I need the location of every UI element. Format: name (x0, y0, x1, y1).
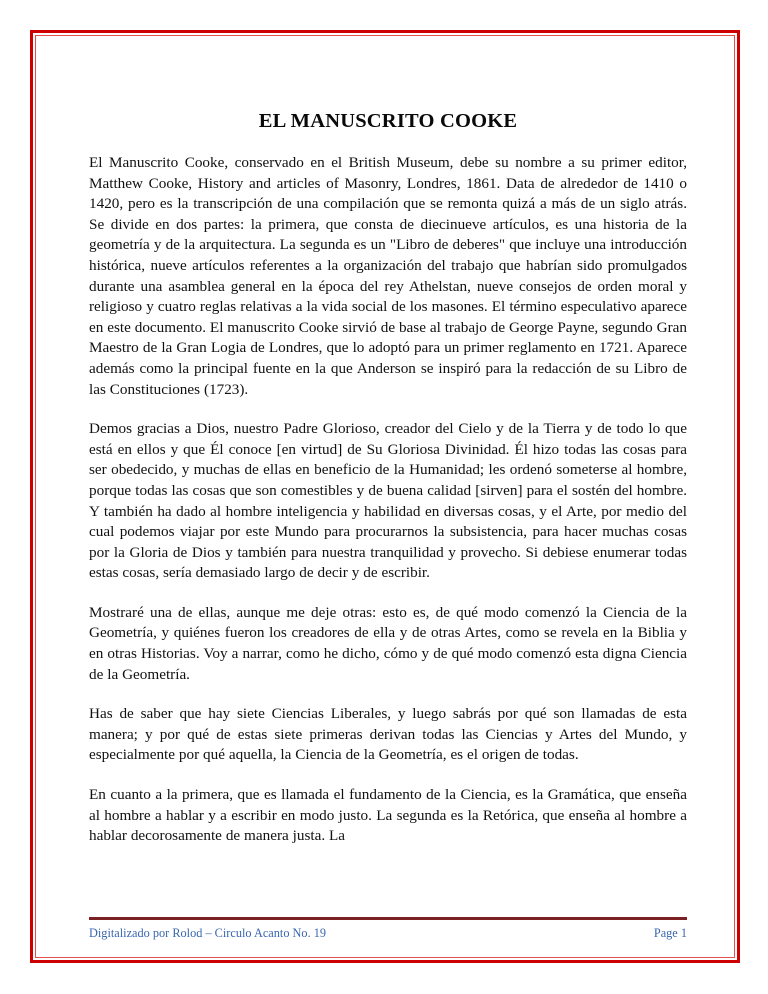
body-paragraph: Mostraré una de ellas, aunque me deje otras: esto es, de qué modo comenzó la Ciencia de la Geometría, y quiénes fueron los creadores de ella y de otras Artes, como se revela en la Biblia y en otras Historias. Voy a narrar, como he dicho, cómo y de qué modo comenzó esta digna Ciencia de la Geometría. (89, 603, 687, 683)
footer-page-number: Page 1 (653, 926, 687, 940)
page-footer (89, 917, 687, 941)
footer-row (89, 926, 687, 941)
document-body (89, 153, 687, 847)
page-title: EL MANUSCRITO COOKE (258, 110, 518, 132)
footer-credit-text: Digitalizado por Rolod – Circulo Acanto No. 19 (89, 926, 327, 940)
page-border-frame (30, 30, 740, 963)
body-paragraph: En cuanto a la primera, que es llamada el fundamento de la Ciencia, es la Gramática, que enseña al hombre a hablar y a escribir en modo justo. La segunda es la Retórica, que enseña al hombre a hablar decorosamente de manera justa. La (89, 786, 687, 845)
body-paragraph: El Manuscrito Cooke, conservado en el British Museum, debe su nombre a su primer editor, Matthew Cooke, History and articles of Masonry, Londres, 1861. Data de alrededor de 1410 o 1420, pero es la transcripción de una compilación que se remonta quizá a más de un siglo atrás. Se divide en dos partes: la primera, que consta de diecinueve artículos, es una historia de la geometría y de la arquitectura. La segunda es un "Libro de deberes" que incluye una introducción histórica, nueve artículos referentes a la organización del trabajo que habrían sido promulgados durante una asamblea general en la época del rey Athelstan, nueve consejos de orden moral y religioso y cuatro reglas relativas a la vida social de los masones. El término especulativo aparece en este documento. El manuscrito Cooke sirvió de base al trabajo de George Payne, segundo Gran Maestro de la Gran Logia de Londres, que lo adoptó para un primer reglamento en 1721. Aparece además como la principal fuente en la que Anderson se inspiró para la redacción de su Libro de las Constituciones (1723). (89, 154, 688, 398)
document-content (89, 33, 687, 966)
footer-divider (89, 917, 687, 920)
body-paragraph: Demos gracias a Dios, nuestro Padre Glorioso, creador del Cielo y de la Tierra y de todo lo que está en ellos y que Él conoce [en virtud] de Su Gloriosa Divinidad. Él hizo todas las cosas para ser obedecido, y muchas de ellas en beneficio de la Humanidad; les ordenó someterse al hombre, porque todas las cosas que son comestibles y de buena calidad [sirven] para el sostén del hombre. Y también ha dado al hombre inteligencia y habilidad en diversas cosas, y el Arte, por medio del cual podemos viajar por este Mundo para procurarnos la subsistencia, para hacer muchas cosas por la Gloria de Dios y también para nuestra tranquilidad y provecho. Si debiese enumerar todas estas cosas, sería demasiado largo de decir y de escribir. (89, 420, 687, 582)
body-paragraph: Has de saber que hay siete Ciencias Liberales, y luego sabrás por qué son llamadas de esta manera; y por qué de estas siete primeras derivan todas las Ciencias y Artes del Mundo, y especialmente por qué aquella, la Ciencia de la Geometría, es el origen de todas. (89, 705, 687, 764)
